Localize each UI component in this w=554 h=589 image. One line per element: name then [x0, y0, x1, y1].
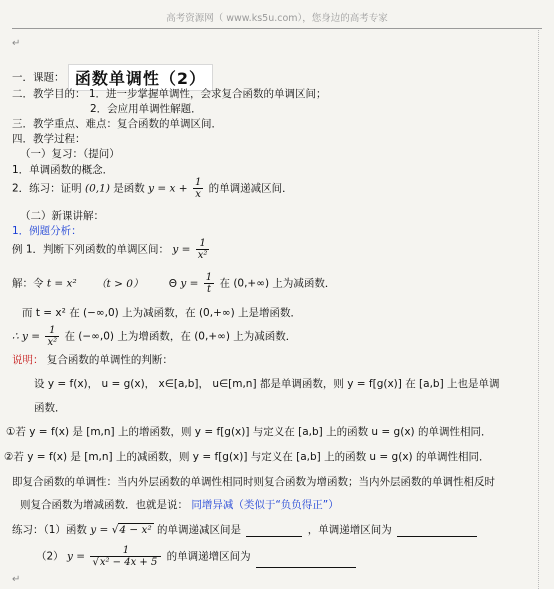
answer-blank-1[interactable] [246, 535, 302, 537]
composite-rule-2 [20, 497, 339, 512]
practice-2-fraction: $\frac{1}{\text{√x² − 4x + 5}}$ [90, 545, 161, 568]
composite-rule-prefix: 则复合函数为增减函数．也就是说： [20, 499, 188, 511]
note-text: 复合函数的单调性的判断： [46, 354, 173, 366]
example-1-fraction: $\frac{1}{\text{x²}}$ [197, 238, 208, 261]
review-item-1: 1．单调函数的概念． [12, 164, 114, 176]
exercise-fraction: $\frac{1}{x}$ [194, 177, 202, 200]
practice-2-suffix: 的单调递增区间为 [166, 550, 251, 563]
since-symbol: Θ [168, 277, 177, 290]
exercise-prefix: 2．练习：证明 [12, 182, 82, 195]
example-1-func: y = [172, 243, 191, 256]
paragraph-mark: ↵ [12, 38, 21, 49]
exercise-func: y = x + [148, 182, 188, 195]
practice-2-line [36, 545, 358, 568]
answer-blank-3[interactable] [256, 566, 356, 568]
rule-text: 设 y = f(x)， u = g(x)， x∈[a,b]， u∈[m,n] 都是单调函数，则 y = f[g(x)] 在 [a,b] 上也是单调 [34, 378, 500, 390]
practice-1-radicand: 4 − x² [119, 524, 152, 536]
practice-1-func: y = [90, 524, 109, 536]
practice-2-prefix: （2） [36, 550, 64, 563]
practice-1-mid2: ，单调递增区间为 [307, 524, 392, 536]
composite-rule-highlight: 同增异减（类似于“负负得正”） [191, 499, 339, 511]
goal-1: 1．进一步掌握单调性，会求复合函数的单调区间； [88, 88, 327, 100]
goal-2: 2．会应用单调性解题． [90, 103, 202, 115]
case-1: ①若 y = f(x) 是 [m,n] 上的增函数，则 y = f[g(x)] 与定义在 [a,b] 上的函数 u = g(x) 的单调性相同． [6, 426, 492, 438]
topic-prefix: 一．课题： [12, 71, 65, 84]
goal-prefix: 二．教学目的： [12, 88, 86, 100]
rule-text-2: 函数． [34, 402, 66, 414]
exercise-interval: (0,1) [85, 182, 110, 195]
therefore-fraction: $\frac{1}{\text{x²}}$ [47, 325, 58, 348]
since-fraction: $\frac{1}{t}$ [205, 272, 213, 295]
solution-substitution: t = x² [46, 277, 77, 290]
therefore-func: ∴ y = [12, 330, 41, 343]
process-heading: 四．教学过程： [12, 133, 86, 145]
since-func: y = [180, 277, 199, 290]
exercise-suffix: 的单调递减区间． [208, 182, 293, 195]
goal-line [12, 86, 327, 101]
therefore-rest: 在 (−∞,0) 上为增函数，在 (0,+∞) 上为减函数． [64, 330, 297, 343]
paragraph-mark: ↵ [12, 574, 21, 585]
solution-condition: （t > 0） [96, 277, 144, 290]
practice-2-radicand: x² − 4x + 5 [99, 557, 158, 568]
solution-line [12, 272, 335, 295]
review-heading: （一）复习：（提问） [20, 148, 120, 160]
key-points: 三．教学重点、难点：复合函数的单调区间． [12, 118, 222, 130]
practice-1-mid: 的单调递减区间是 [157, 524, 242, 536]
new-lesson-heading: （二）新课讲解： [20, 210, 104, 222]
note-label: 说明： [12, 354, 44, 366]
practice-1-line: 练习：（1）函数 y = √4 − x² 的单调递减区间是 ，单调递增区间为 [12, 522, 479, 537]
example-1-line [12, 238, 211, 261]
case-2: ②若 y = f(x) 是 [m,n] 上的减函数，则 y = f[g(x)] 与定义在 [a,b] 上的函数 u = g(x) 的单调性相同． [4, 451, 490, 463]
practice-2-func: y = [67, 550, 86, 563]
example-analysis-heading: 1．例题分析： [12, 225, 82, 237]
exercise-line [12, 177, 293, 200]
composite-rule-1: 即复合函数的单调性：当内外层函数的单调性相同时则复合函数为增函数；当内外层函数的单调性相反时 [12, 476, 495, 488]
exercise-mid: 是函数 [113, 182, 145, 195]
practice-1-prefix: 练习：（1）函数 [12, 524, 87, 536]
page-header: 高考资源网（ www.ks5u.com），您身边的高考专家 [12, 10, 542, 29]
note-line [12, 352, 173, 367]
therefore-line [12, 325, 296, 348]
solution-prefix: 解：令 [12, 277, 44, 290]
since-rest: 在 (0,+∞) 上为减函数． [219, 277, 336, 290]
lesson-title: 函数单调性（2） [68, 64, 213, 91]
margin-guide [538, 30, 539, 589]
example-1-text: 例 1．判断下列函数的单调区间： [12, 243, 170, 256]
answer-blank-2[interactable] [397, 535, 477, 537]
and-line: 而 t = x² 在 (−∞,0) 上为减函数，在 (0,+∞) 上是增函数． [22, 307, 302, 319]
